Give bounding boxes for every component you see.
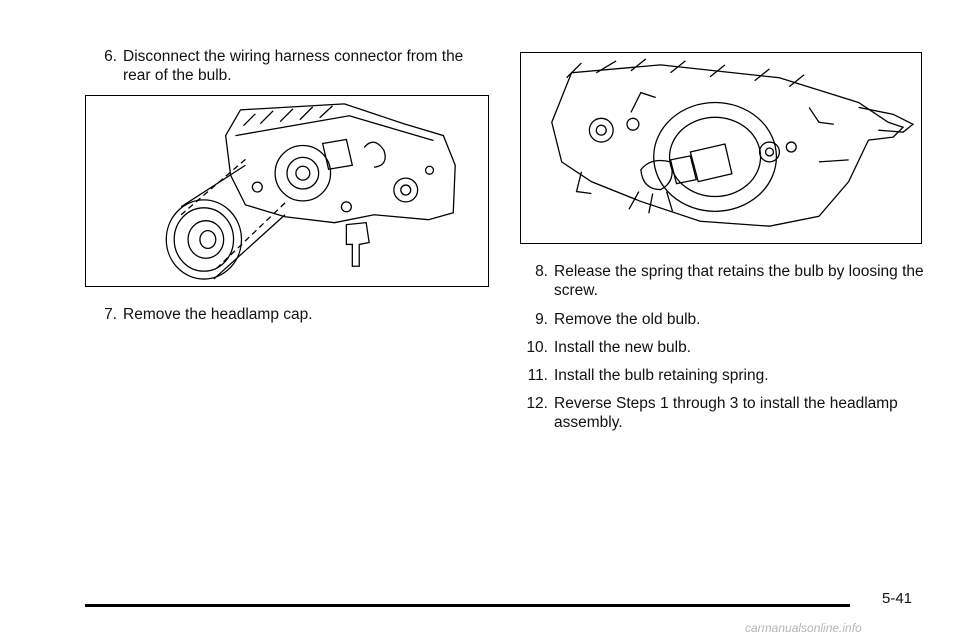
step-text: Install the bulb retaining spring.: [554, 367, 769, 384]
step-8: [516, 262, 926, 300]
step-text: Disconnect the wiring harness connector from the rear of the bulb.: [123, 48, 464, 84]
headlamp-bulb-illustration-icon: [521, 53, 921, 243]
footer-rule: [85, 604, 850, 607]
step-9: [516, 310, 926, 329]
step-text: Release the spring that retains the bulb by loosing the screw.: [554, 263, 924, 299]
headlamp-cap-figure: [85, 95, 489, 287]
step-number: 8.: [535, 263, 548, 280]
step-10: [516, 338, 926, 357]
step-text: Reverse Steps 1 through 3 to install the headlamp assembly.: [554, 395, 898, 431]
step-text: Remove the headlamp cap.: [123, 306, 313, 323]
step-text: Remove the old bulb.: [554, 311, 701, 328]
step-number: 11.: [527, 367, 548, 384]
step-number: 10.: [526, 339, 548, 356]
page-number: 5-41: [882, 590, 913, 607]
headlamp-cap-removal-illustration-icon: [86, 96, 488, 286]
step-number: 9.: [535, 311, 548, 328]
step-text: Install the new bulb.: [554, 339, 692, 356]
watermark: carmanualsonline.info: [745, 621, 862, 635]
step-number: 7.: [104, 306, 117, 323]
headlamp-bulb-figure: [520, 52, 922, 244]
step-number: 12.: [526, 395, 548, 412]
step-11: [516, 366, 926, 385]
step-12: [516, 394, 926, 432]
step-6: [85, 47, 495, 85]
step-number: 6.: [104, 48, 117, 65]
step-7: [85, 305, 495, 324]
